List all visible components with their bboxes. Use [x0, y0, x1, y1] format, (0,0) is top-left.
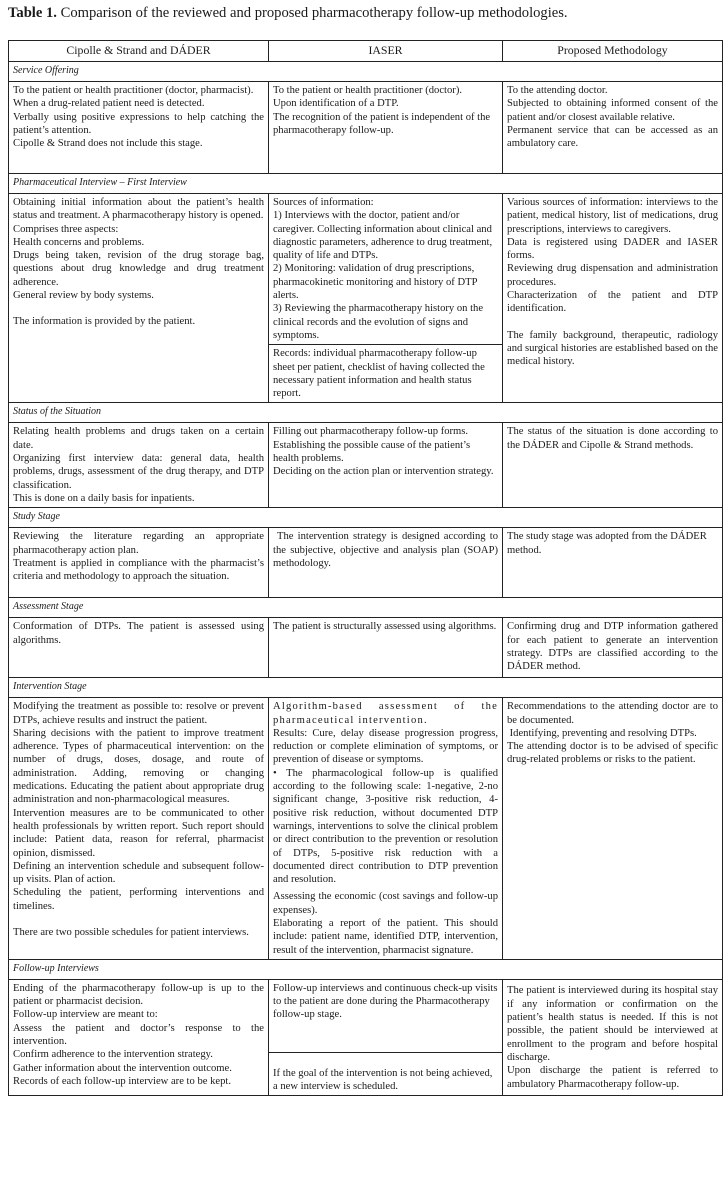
cell-cipolle-dader [9, 618, 269, 678]
cell-text: Sources of information: [273, 197, 374, 208]
table-row [9, 528, 723, 598]
cell-text: Confirm adherence to the intervention strategy. [13, 1049, 213, 1061]
cell-text: 1) Interviews with the doctor, patient and/or caregiver. Collecting information about clinical and diagnostic parameters, adherence to drug treatment, quality of life and DTPs. [273, 210, 493, 262]
cell-text: Cipolle & Strand does not include this stage. [13, 138, 203, 150]
cell-text: Assess the patient and doctor’s response to the intervention. [13, 1022, 264, 1048]
iaser-followup-part [269, 980, 502, 1052]
cell-text: General review by body systems. [13, 290, 154, 302]
section-row [9, 678, 723, 698]
cell-text: Modifying the treatment as possible to: resolve or prevent DTPs, achieve results and instruct the patient. [13, 701, 264, 726]
cell-text: The information is provided by the patient. [13, 316, 196, 328]
cell-text: Recommendations to the attending doctor are to be documented. [507, 701, 718, 726]
cell-text: Scheduling the patient, performing interventions and timelines. [13, 887, 264, 912]
cell-text: Records: individual pharmacotherapy follow-up sheet per patient, checklist of having collected the necessary patient information and health status report. [273, 348, 485, 400]
cell-text: Reviewing the literature regarding an appropriate pharmacotherapy action plan. [13, 531, 264, 556]
cell-text: Verbally using positive expressions to help catching the patient’s attention. [13, 111, 264, 136]
cell-text: Elaborating a report of the patient. This should include: patient name, identified DTP, intervention, result of the intervention, pharmacist signature. [273, 917, 498, 956]
cell-text: Follow-up interview are meant to: [13, 1009, 158, 1021]
section-row [9, 403, 723, 423]
comparison-table [8, 40, 723, 1096]
cell-proposed [503, 82, 723, 174]
cell-text: To the attending doctor. [507, 85, 608, 96]
cell-proposed [503, 528, 723, 598]
cell-text: Reviewing drug dispensation and administration procedures. [507, 263, 718, 288]
cell-text: The recognition of the patient is independent of the pharmacotherapy follow-up. [273, 111, 491, 136]
header-cipolle-dader: Cipolle & Strand and DÁDER [9, 41, 269, 62]
section-row [9, 959, 723, 979]
cell-iaser [269, 698, 503, 960]
cell-iaser [269, 82, 503, 174]
section-title-service-offering: Service Offering [9, 62, 723, 82]
table-row [9, 194, 723, 403]
section-title-status-situation: Status of the Situation [9, 403, 723, 423]
spacer [507, 316, 718, 329]
cell-text: Identifying, preventing and resolving DTPs. [507, 727, 697, 739]
caption-text: Comparison of the reviewed and proposed pharmacotherapy follow-up methodologies. [56, 5, 568, 21]
cell-text: Deciding on the action plan or intervention strategy. [273, 466, 494, 478]
section-title-assessment-stage: Assessment Stage [9, 598, 723, 618]
cell-text: To the patient or health practitioner (doctor, pharmacist). [13, 85, 254, 96]
header-proposed: Proposed Methodology [503, 41, 723, 62]
iaser-sources-part [269, 194, 502, 344]
cell-cipolle-dader [9, 528, 269, 598]
spacer [13, 913, 264, 926]
cell-text: Results: Cure, delay disease progression progress, reduction or complete elimination of symptoms, or prevention of disease or symptoms. [273, 727, 498, 766]
table-row [9, 423, 723, 508]
cell-text: To the patient or health practitioner (doctor). [273, 85, 462, 96]
cell-text: Intervention measures are to be communicated to other health professionals by written report. Such report should include: Patient data, reason for referral, pharmacist opinion, dismissed. [13, 807, 264, 859]
cell-text: Assessing the economic (cost savings and follow-up expenses). [273, 891, 498, 916]
table-row [9, 618, 723, 678]
section-title-pharmaceutical-interview: Pharmaceutical Interview – First Interview [9, 174, 723, 194]
section-row [9, 598, 723, 618]
cell-text: There are two possible schedules for patient interviews. [13, 926, 249, 938]
cell-text: Follow-up interviews and continuous check-up visits to the patient are done during the Pharmacotherapy follow-up stage. [273, 982, 498, 1021]
spacer [13, 302, 264, 315]
cell-text: The patient is interviewed during its hospital stay if any information or confirmation on the patient’s health status is needed. If this is not possible, the patient should be interviewed at enrollment to the program and before hospital discharge. [507, 985, 718, 1063]
cell-text: Gather information about the intervention outcome. [13, 1062, 232, 1074]
cell-cipolle-dader [9, 423, 269, 508]
cell-text: Various sources of information: interviews to the patient, medical history, list of medications, drug prescriptions, interviews to caregivers. [507, 197, 718, 235]
table-row [9, 82, 723, 174]
cell-text: Permanent service that can be accessed as an ambulatory care. [507, 124, 718, 150]
cell-text: Upon discharge the patient is referred to ambulatory Pharmacotherapy follow-up. [507, 1065, 718, 1090]
cell-text: The attending doctor is to be advised of specific drug-related problems or risks to the patient. [507, 741, 718, 766]
cell-proposed [503, 979, 723, 1096]
cell-text: Subjected to obtaining informed consent of the patient and/or closest available relative. [507, 98, 718, 123]
cell-proposed [503, 618, 723, 678]
cell-text: The patient is structurally assessed using algorithms. [273, 621, 497, 633]
cell-cipolle-dader [9, 82, 269, 174]
cell-text: Health concerns and problems. [13, 236, 145, 248]
cell-text: Obtaining initial information about the patient’s health status and treatment. A pharmacotherapy history is opened. [13, 197, 264, 222]
cell-text: Filling out pharmacotherapy follow-up forms. [273, 426, 469, 438]
cell-text: Records of each follow-up interview are to be kept. [13, 1075, 231, 1087]
table-caption [8, 4, 724, 22]
cell-proposed [503, 194, 723, 403]
cell-iaser [269, 618, 503, 678]
cell-text: Sharing decisions with the patient to improve treatment adherence. Types of pharmaceutical intervention: on the number of drugs, doses, dosage, and route of administration. Adding, removing or changing medications. Educating the patient about appropriate drug administration and non-pharmacological measures. [13, 727, 264, 806]
cell-proposed [503, 423, 723, 508]
cell-text: Treatment is applied in compliance with the pharmacist’s criteria and methodology to approach the situation. [13, 557, 264, 583]
cell-text: 2) Monitoring: validation of drug prescriptions, pharmacokinetic monitoring and history of DTP alerts. [273, 263, 478, 302]
caption-label: Table 1. [8, 5, 57, 21]
section-title-follow-up-interviews: Follow-up Interviews [9, 959, 723, 979]
cell-text: The intervention strategy is designed according to the subjective, objective and analysis plan (SOAP) methodology. [273, 531, 498, 569]
cell-text: Drugs being taken, revision of the drug storage bag, questions about drug knowledge and drug treatment adherence. [13, 250, 264, 288]
cell-text: The study stage was adopted from the DÁDER method. [507, 531, 707, 556]
cell-iaser [269, 979, 503, 1096]
cell-cipolle-dader [9, 698, 269, 960]
cell-iaser [269, 194, 503, 403]
cell-cipolle-dader [9, 194, 269, 403]
cell-text: Algorithm-based assessment of the pharmaceutical intervention. [273, 701, 498, 726]
cell-proposed [503, 698, 723, 960]
header-row [9, 41, 723, 62]
cell-text: The status of the situation is done according to the DÁDER and Cipolle & Strand methods. [507, 426, 718, 451]
cell-text: When a drug-related patient need is detected. [13, 98, 205, 110]
cell-text: Characterization of the patient and DTP identification. [507, 290, 718, 315]
cell-text: The family background, therapeutic, radiology and surgical histories are established based on the medical history. [507, 329, 718, 368]
cell-text: Confirming drug and DTP information gathered for each patient to generate an intervention strategy. DTPs are classified according to the DÁDER method. [507, 621, 718, 673]
cell-text: Ending of the pharmacotherapy follow-up is up to the patient or pharmacist decision. [13, 982, 264, 1008]
cell-text: Organizing first interview data: general data, health problems, drugs, assessment of the drug therapy, and DTP classification. [13, 453, 264, 491]
cell-text: 3) Reviewing the pharmacotherapy history on the clinical records and the evolution of signs and symptoms. [273, 303, 484, 341]
cell-text: Data is registered using DADER and IASER forms. [507, 236, 718, 262]
cell-iaser [269, 423, 503, 508]
cell-text: Establishing the possible cause of the patient’s health problems. [273, 439, 471, 465]
header-iaser: IASER [269, 41, 503, 62]
cell-text: This is done on a daily basis for inpatients. [13, 492, 195, 504]
section-row [9, 508, 723, 528]
cell-cipolle-dader [9, 979, 269, 1096]
cell-text: Conformation of DTPs. The patient is assessed using algorithms. [13, 621, 264, 646]
iaser-records-part [269, 344, 502, 402]
cell-text: Relating health problems and drugs taken on a certain date. [13, 426, 264, 451]
cell-text: Upon identification of a DTP. [273, 98, 399, 110]
section-row [9, 62, 723, 82]
section-row [9, 174, 723, 194]
cell-iaser [269, 528, 503, 598]
section-title-intervention-stage: Intervention Stage [9, 678, 723, 698]
cell-text: • The pharmacological follow-up is qualified according to the following scale: 1-negative, 2-no significant change, 3-positive risk reduction, 4-positive risk reduction, without documented DTP warnings, interventions to solve the clinical problem or direct contribution to the prevention or resolution of DTPs, 5-positive risk reduction with a documented direct contribution to DTP prevention and resolution. [273, 767, 498, 886]
cell-text: Comprises three aspects: [13, 223, 119, 235]
table-row [9, 698, 723, 960]
cell-text: Defining an intervention schedule and subsequent follow-up visits. Plan of action. [13, 860, 264, 886]
iaser-new-interview-part [269, 1052, 502, 1096]
cell-text: If the goal of the intervention is not being achieved, a new interview is scheduled. [273, 1067, 493, 1093]
table-row [9, 979, 723, 1096]
section-title-study-stage: Study Stage [9, 508, 723, 528]
